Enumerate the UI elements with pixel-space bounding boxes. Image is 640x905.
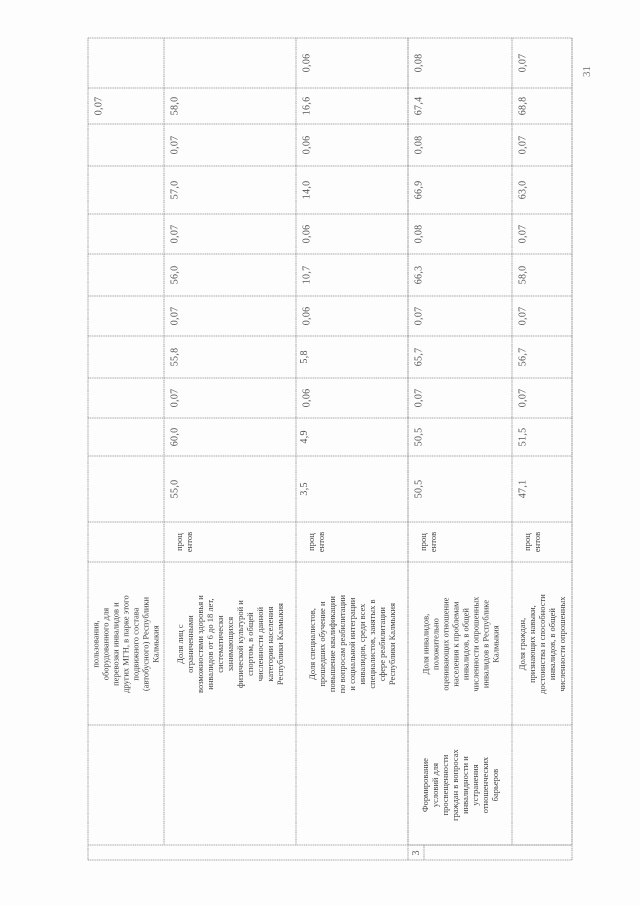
value-cell: 0,07 xyxy=(169,388,181,408)
text-line: специалистов, занятых в xyxy=(367,599,378,689)
value-cell: 57,0 xyxy=(169,180,181,200)
value-cell: 0,06 xyxy=(301,306,313,326)
text-line: инвалидов, среди всех xyxy=(357,603,368,685)
text-line: категории населения xyxy=(264,606,275,682)
text-line: проц xyxy=(522,533,533,551)
text-line: Доля инвалидов, xyxy=(419,613,430,674)
unit-cell xyxy=(174,532,194,552)
text-line: барьеров xyxy=(489,768,500,802)
value-cell: 0,07 xyxy=(517,53,529,73)
value-cell: 50,5 xyxy=(413,479,425,499)
value-cell: 4,9 xyxy=(298,430,310,444)
value-cell: 0,07 xyxy=(517,388,529,408)
indicator-cell xyxy=(307,594,397,692)
value-cell: 0,07 xyxy=(169,135,181,155)
text-line: граждан в вопросах xyxy=(449,749,460,821)
value-cell: 0,07 xyxy=(517,224,529,244)
text-line: оценивающих отношение xyxy=(439,597,450,691)
text-line: спортом, в общей xyxy=(244,611,255,676)
value-cell: 67,4 xyxy=(413,96,425,116)
value-cell: 55,8 xyxy=(169,347,181,367)
text-line: перевозки инвалидов и xyxy=(110,601,121,686)
row-number: 3 xyxy=(410,849,422,856)
text-line: (автобусного) Республики xyxy=(140,596,151,691)
text-line: проц xyxy=(174,533,185,551)
value-cell: 5,8 xyxy=(298,350,310,364)
section-cell xyxy=(420,749,500,821)
text-line: устранения xyxy=(469,764,480,806)
text-line: ентов xyxy=(428,531,439,553)
text-line: других МГН, в парке этого xyxy=(120,594,131,693)
value-cell: 14,0 xyxy=(301,180,313,200)
text-line: проц xyxy=(306,533,317,551)
text-line: Доля специалистов, xyxy=(307,607,318,680)
value-cell: 55,0 xyxy=(169,479,181,499)
value-cell: 0,07 xyxy=(413,306,425,326)
text-line: проц xyxy=(418,533,429,551)
value-cell: 66,3 xyxy=(413,265,425,285)
unit-cell xyxy=(522,532,542,552)
text-line: численности опрошенных xyxy=(556,596,567,692)
value-cell: 50,5 xyxy=(413,427,425,447)
value-cell: 0,07 xyxy=(169,224,181,244)
text-line: систематически xyxy=(214,614,225,673)
text-line: Республики Калмыкия xyxy=(387,602,398,685)
text-line: достоинства и способности xyxy=(536,593,547,694)
value-cell: 0,07 xyxy=(517,306,529,326)
value-cell: 56,0 xyxy=(169,265,181,285)
text-line: прошедших обучение и xyxy=(317,600,328,687)
text-line: численности данной xyxy=(254,606,265,681)
value-cell: 0,07 xyxy=(93,96,105,116)
text-line: условий для xyxy=(429,762,440,808)
text-line: сфере реабилитации xyxy=(377,606,388,681)
value-cell: 58,0 xyxy=(169,96,181,116)
indicator-cell xyxy=(420,596,500,691)
text-line: Республики Калмыкия xyxy=(274,602,285,685)
value-cell: 0,08 xyxy=(413,53,425,73)
text-line: ентов xyxy=(184,531,195,553)
text-line: инвалидов в Республике xyxy=(480,599,491,688)
text-line: Доля граждан, xyxy=(516,617,527,670)
indicator-cell xyxy=(517,594,567,694)
value-cell: 16,6 xyxy=(301,96,313,116)
text-line: и социальной интеграции xyxy=(347,597,358,691)
text-line: повышение квалификации xyxy=(327,595,338,692)
value-cell: 0,06 xyxy=(301,224,313,244)
indicator-cell xyxy=(175,595,285,693)
value-cell: 0,08 xyxy=(413,224,425,244)
value-cell: 0,06 xyxy=(301,135,313,155)
page-number: 31 xyxy=(581,66,593,77)
text-line: физической культурой и xyxy=(234,599,245,688)
text-line: численности опрошенных xyxy=(470,596,481,692)
text-line: Формирование xyxy=(419,758,430,813)
text-line: инвалидов, в общей xyxy=(460,607,471,680)
indicator-cell xyxy=(91,595,161,693)
text-line: занимающихся xyxy=(224,616,235,671)
text-line: инвалидности и xyxy=(459,756,470,814)
value-cell: 58,0 xyxy=(517,265,529,285)
text-line: ограниченными xyxy=(184,614,195,673)
text-line: подвижного состава xyxy=(130,607,141,681)
value-cell: 60,0 xyxy=(169,427,181,447)
value-cell: 0,07 xyxy=(413,388,425,408)
value-cell: 63,0 xyxy=(517,180,529,200)
value-cell: 10,7 xyxy=(301,265,313,285)
unit-cell xyxy=(306,532,326,552)
text-line: Доля лиц с xyxy=(174,623,185,664)
text-line: населения к проблемам xyxy=(449,601,460,687)
text-line: ентов xyxy=(316,531,327,553)
value-cell: 0,08 xyxy=(413,135,425,155)
value-cell: 0,06 xyxy=(301,53,313,73)
text-line: возможностями здоровья и xyxy=(194,594,205,693)
value-cell: 0,07 xyxy=(517,135,529,155)
value-cell: 65,7 xyxy=(413,347,425,367)
text-line: Калмыкия xyxy=(490,624,501,663)
text-line: Калмыкия xyxy=(150,624,161,663)
value-cell: 3,5 xyxy=(298,482,310,496)
text-line: по вопросам реабилитации xyxy=(337,594,348,693)
value-cell: 47,1 xyxy=(517,479,529,499)
text-line: инвалидов от 6 до 18 лет, xyxy=(204,597,215,690)
text-line: пользования, xyxy=(90,619,101,668)
text-line: положительно xyxy=(429,617,440,670)
value-cell: 68,8 xyxy=(517,96,529,116)
value-cell: 51,5 xyxy=(517,427,529,447)
value-cell: 0,06 xyxy=(301,388,313,408)
value-cell: 56,7 xyxy=(517,347,529,367)
text-line: признающих навыки, xyxy=(526,604,537,683)
value-cell: 66,9 xyxy=(413,180,425,200)
value-cell: 0,07 xyxy=(169,306,181,326)
unit-cell xyxy=(418,532,438,552)
text-line: оборудованного для xyxy=(100,607,111,680)
text-line: ентов xyxy=(532,531,543,553)
text-line: просвещенности xyxy=(439,754,450,816)
text-line: отношенческих xyxy=(479,756,490,814)
text-line: инвалидов, в общей xyxy=(546,607,557,680)
